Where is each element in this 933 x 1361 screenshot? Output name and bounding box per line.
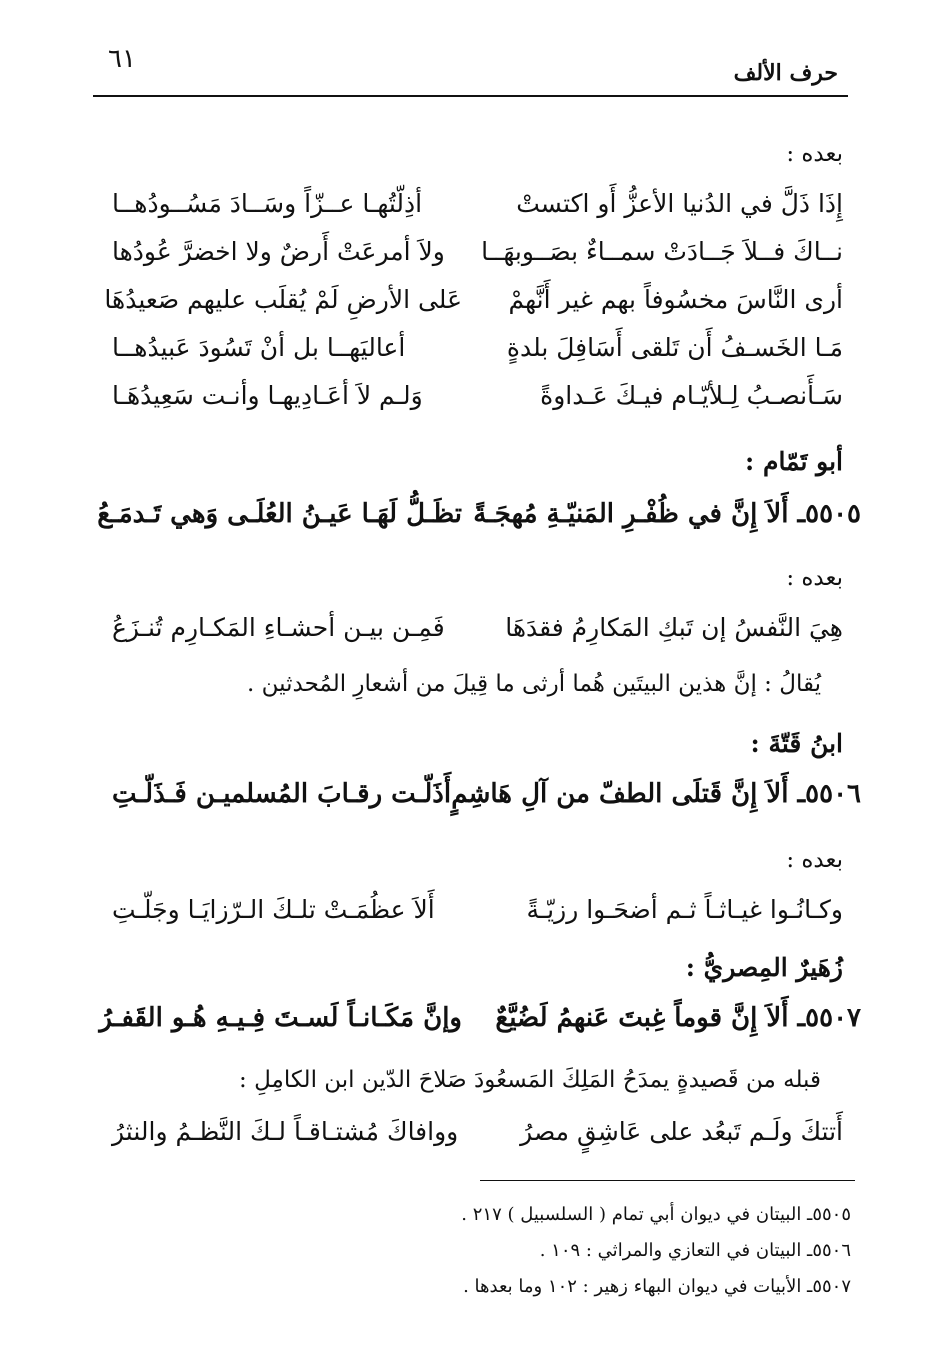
- verse-hemistich-2: أعاليَهــا بل أنْ تَسُودَ عَبيدُهــا: [112, 333, 406, 362]
- verse-hemistich-1: إِذَا ذَلَّ في الدُنيا الأعزُّ أَو اكتستْ: [516, 189, 843, 218]
- verse-line: [104, 278, 843, 322]
- verse-line: [112, 182, 843, 226]
- verse-hemistich-1: مَـا الخَسـفُ أَن تَلقى أَسَافِلَ بلدةٍ: [506, 333, 843, 362]
- after-label: بعده :: [786, 141, 843, 167]
- verse-line: [112, 230, 843, 274]
- verse-hemistich-1: هِيَ النَّفسُ إن تَبكِ المَكارِمُ فقدَهَا: [505, 613, 843, 642]
- verse-hemistich-2: فَمِـن بيـن أحشـاءِ المَكـارِم تُنـزَعُ: [112, 613, 445, 642]
- verse-line: [112, 606, 843, 650]
- after-label: بعده :: [786, 847, 843, 873]
- verse-hemistich-2: أَلاَ عظُمَـتْ تلـكَ الـرّزايَـا وجَلّـتِ: [112, 895, 435, 924]
- commentary-note: قبله من قَصيدةٍ يمدَحُ المَلِكَ المَسعُودَ صَلاحَ الدّين ابن الكامِلِ :: [239, 1067, 821, 1093]
- footnote: ٥٥٠٧ـ الأبيات في ديوان البهاء زهير : ١٠٢ وما بعدها .: [463, 1276, 851, 1297]
- footnote-rule: [480, 1180, 855, 1181]
- verse-hemistich-1: ٥٥٠٧ـ أَلاَ إِنَّ قوماً غِبتَ عَنهمُ لَضُيَّعٌ: [495, 1003, 861, 1033]
- footnote: ٥٥٠٦ـ البيتان في التعازي والمراثي : ١٠٩ .: [539, 1240, 851, 1261]
- header-rule: [93, 95, 848, 97]
- verse-hemistich-2: أذِلّتُهـا عــزّاً وسَــادَ مَسُــودُهــا: [112, 189, 423, 218]
- verse-line: [112, 326, 843, 370]
- verse-hemistich-1: أَتتكَ ولَـم تَبعُد على عَاشِقٍ مصرُ: [520, 1117, 843, 1146]
- verse-hemistich-2: ووافاكَ مُشتـاقـاً لـكَ النَّظـمُ والنثرُ: [112, 1117, 459, 1146]
- verse-hemistich-1: أرى النَّاسَ مخسُوفاً بهم غير أَنَّهمْ: [508, 285, 843, 314]
- verse-hemistich-2: عَلى الأرضِ لَمْ يُقلَب عليهم صَعيدُهَا: [104, 285, 462, 314]
- after-label: بعده :: [786, 565, 843, 591]
- verse-line: [112, 888, 843, 932]
- main-verse-5506: [112, 772, 861, 816]
- verse-hemistich-2: وإنَّ مَكَـانـاً لَسـتَ فِـيـهِ هُـو القَفـرُ: [99, 1003, 462, 1033]
- footnote: ٥٥٠٥ـ البيتان في ديوان أبي تمام ( السلسبيل ) ٢١٧ .: [461, 1204, 851, 1225]
- verse-hemistich-2: تظَـلُّ لَهَـا عَيـنُ العُلَـى وَهي تَـدمَـعُ: [97, 499, 462, 529]
- verse-hemistich-2: وَلـم لاَ أعَـادِيهـا وأنـت سَعِيدُهَـا: [112, 381, 423, 410]
- chapter-title: حرف الألف: [733, 60, 838, 86]
- poet-name: أبو تَمّام :: [745, 447, 843, 476]
- poet-name: زُهَيرٌ المِصريُّ :: [685, 953, 843, 982]
- verse-line: [112, 1110, 843, 1154]
- verse-hemistich-1: وكـانُـوا غيـاثـاً ثـم أضحَـوا رزيّـةً: [526, 895, 843, 924]
- main-verse-5507: [99, 996, 861, 1040]
- commentary-note: يُقالُ : إنَّ هذين البيتَين هُما أرثى ما قِيلَ من أشعارِ المُحدثين .: [247, 671, 821, 697]
- page-number: ٦١: [108, 44, 136, 74]
- verse-line: [112, 374, 843, 418]
- verse-hemistich-1: سَـأَنصـبُ لِـلأيّـام فيـكَ عَـداوةً: [540, 381, 843, 410]
- poet-name: ابنُ قَتّةَ :: [750, 729, 843, 758]
- verse-hemistich-2: ولاَ أمرعَتْ أَرضٌ ولا اخضرَّ عُودُها: [112, 237, 445, 266]
- verse-hemistich-1: ٥٥٠٥ـ أَلاَ إِنَّ في ظُفْـرِ المَنيّـةِ مُهجَـةً: [473, 499, 861, 529]
- verse-hemistich-1: نــاكَ فــلاَ جَــادَتْ سمــاءٌ بصَــوبهَــا: [481, 237, 843, 266]
- verse-hemistich-2: أَذَلّـت رقـابَ المُسلميـن فَـذَلّـتِ: [112, 779, 452, 809]
- verse-hemistich-1: ٥٥٠٦ـ أَلاَ إِنَّ قَتلَى الطفّ من آلِ هَاشِمٍ: [451, 779, 861, 809]
- main-verse-5505: [97, 492, 861, 536]
